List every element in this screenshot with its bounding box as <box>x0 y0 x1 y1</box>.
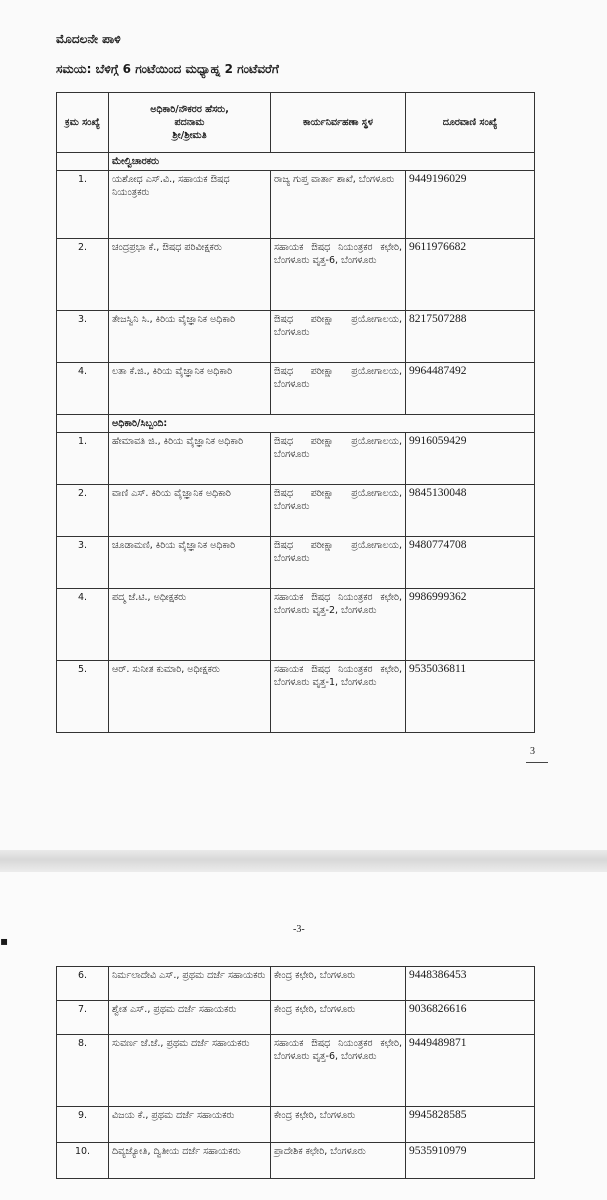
table-row <box>57 171 535 239</box>
row-serial: 1. <box>57 171 109 239</box>
column-header-place: ಕಾರ್ಯನಿರ್ವಹಣಾ ಸ್ಥಳ <box>271 93 406 153</box>
table-row <box>57 1107 535 1143</box>
row-name: ಚಂದ್ರಪ್ರಭಾ ಕೆ., ಔಷಧ ಪರಿವೀಕ್ಷಕರು <box>109 239 271 311</box>
table-row <box>57 485 535 537</box>
row-serial: 1. <box>57 433 109 485</box>
row-name: ವಿಜಯ ಕೆ., ಪ್ರಥಮ ದರ್ಜೆ ಸಹಾಯಕರು <box>109 1107 271 1143</box>
row-place: ಕೇಂದ್ರ ಕಛೇರಿ, ಬೆಂಗಳೂರು <box>271 967 406 1001</box>
row-phone: 9535036811 <box>406 661 535 733</box>
row-place: ಸಹಾಯಕ ಔಷಧ ನಿಯಂತ್ರಕರ ಕಛೇರಿ, ಬೆಂಗಳೂರು ವೃತ್ತ-6, ಬೆಂಗಳೂರು <box>271 1035 406 1107</box>
row-serial: 7. <box>57 1001 109 1035</box>
row-name: ತೇಜಸ್ವಿನಿ ಸಿ., ಕಿರಿಯ ವೈಜ್ಞಾನಿಕ ಅಧಿಕಾರಿ <box>109 311 271 363</box>
row-serial: 4. <box>57 363 109 415</box>
page-number: -3- <box>293 924 305 935</box>
row-name: ವಾಣಿ ಎಸ್. ಕಿರಿಯ ವೈಜ್ಞಾನಿಕ ಅಧಿಕಾರಿ <box>109 485 271 537</box>
row-phone: 9964487492 <box>406 363 535 415</box>
table-row <box>57 433 535 485</box>
row-place: ಔಷಧ ಪರೀಕ್ಷಾ ಪ್ರಯೋಗಾಲಯ, ಬೆಂಗಳೂರು <box>271 311 406 363</box>
row-phone: 9449196029 <box>406 171 535 239</box>
row-phone: 9036826616 <box>406 1001 535 1035</box>
section-title: ಅಧಿಕಾರಿ/ಸಿಬ್ಬಂದಿ: <box>109 415 535 433</box>
table-row <box>57 967 535 1001</box>
row-phone: 9611976682 <box>406 239 535 311</box>
row-serial: 3. <box>57 537 109 589</box>
table-row <box>57 239 535 311</box>
row-phone: 9845130048 <box>406 485 535 537</box>
table-row <box>57 537 535 589</box>
row-serial: 4. <box>57 589 109 661</box>
table-row <box>57 661 535 733</box>
column-header-serial: ಕ್ರಮ ಸಂಖ್ಯೆ <box>57 93 109 153</box>
row-place: ಸಹಾಯಕ ಔಷಧ ನಿಯಂತ್ರಕರ ಕಛೇರಿ, ಬೆಂಗಳೂರು ವೃತ್ತ-6, ಬೆಂಗಳೂರು <box>271 239 406 311</box>
section-row <box>57 153 535 171</box>
row-phone: 9449489871 <box>406 1035 535 1107</box>
row-name: ಹೇಮಾವತಿ ಜಿ., ಕಿರಿಯ ವೈಜ್ಞಾನಿಕ ಅಧಿಕಾರಿ <box>109 433 271 485</box>
staff-table-page-2 <box>56 966 535 1179</box>
row-serial: 10. <box>57 1143 109 1179</box>
row-place: ಪ್ರಾದೇಶಿಕ ಕಛೇರಿ, ಬೆಂಗಳೂರು <box>271 1143 406 1179</box>
row-phone: 9986999362 <box>406 589 535 661</box>
shift-time-heading: ಸಮಯ: ಬೆಳಿಗ್ಗೆ 6 ಗಂಟೆಯಿಂದ ಮಧ್ಯಾಹ್ನ 2 ಗಂಟೆವರೆಗೆ <box>56 62 279 76</box>
row-phone: 8217507288 <box>406 311 535 363</box>
row-serial: 5. <box>57 661 109 733</box>
row-name: ಆರ್. ಸುನೀತ ಕುಮಾರಿ, ಅಧೀಕ್ಷಕರು <box>109 661 271 733</box>
row-serial: 8. <box>57 1035 109 1107</box>
row-name: ನಿರ್ಮಲಾದೇವಿ ಎಸ್., ಪ್ರಥಮ ದರ್ಜೆ ಸಹಾಯಕರು <box>109 967 271 1001</box>
table-row <box>57 363 535 415</box>
row-phone: 9535910979 <box>406 1143 535 1179</box>
row-place: ಸಹಾಯಕ ಔಷಧ ನಿಯಂತ್ರಕರ ಕಛೇರಿ, ಬೆಂಗಳೂರು ವೃತ್ತ-1, ಬೆಂಗಳೂರು <box>271 661 406 733</box>
table-row <box>57 1143 535 1179</box>
row-name: ಸುವರ್ಣ ಜೆ.ಜೆ., ಪ್ರಥಮ ದರ್ಜೆ ಸಹಾಯಕರು <box>109 1035 271 1107</box>
row-serial: 6. <box>57 967 109 1001</box>
table-row <box>57 589 535 661</box>
table-row <box>57 1001 535 1035</box>
row-name: ಲತಾ ಕೆ.ಜಿ., ಕಿರಿಯ ವೈಜ್ಞಾನಿಕ ಅಧಿಕಾರಿ <box>109 363 271 415</box>
section-title: ಮೇಲ್ವಿಚಾರಕರು <box>109 153 535 171</box>
row-name: ದಿವ್ಯಜ್ಯೋತಿ, ದ್ವಿತೀಯ ದರ್ಜೆ ಸಹಾಯಕರು <box>109 1143 271 1179</box>
row-phone: 9945828585 <box>406 1107 535 1143</box>
row-place: ಕೇಂದ್ರ ಕಛೇರಿ, ಬೆಂಗಳೂರು <box>271 1001 406 1035</box>
row-name: ಚೂಡಾಮಣಿ, ಕಿರಿಯ ವೈಜ್ಞಾನಿಕ ಅಧಿಕಾರಿ <box>109 537 271 589</box>
row-serial: 3. <box>57 311 109 363</box>
page-separator <box>0 850 607 872</box>
page-number: 3 <box>530 746 535 757</box>
row-place: ಕೇಂದ್ರ ಕಛೇರಿ, ಬೆಂಗಳೂರು <box>271 1107 406 1143</box>
edge-mark: ▪ <box>0 934 9 948</box>
row-phone: 9916059429 <box>406 433 535 485</box>
column-header-phone: ದೂರವಾಣಿ ಸಂಖ್ಯೆ <box>406 93 535 153</box>
row-serial: 2. <box>57 485 109 537</box>
table-row <box>57 311 535 363</box>
table-row <box>57 1035 535 1107</box>
section-row <box>57 415 535 433</box>
row-place: ಸಹಾಯಕ ಔಷಧ ನಿಯಂತ್ರಕರ ಕಛೇರಿ, ಬೆಂಗಳೂರು ವೃತ್ತ-2, ಬೆಂಗಳೂರು <box>271 589 406 661</box>
row-name: ಪದ್ಮ ಜೆ.ಟಿ., ಅಧೀಕ್ಷಕರು <box>109 589 271 661</box>
row-place: ಔಷಧ ಪರೀಕ್ಷಾ ಪ್ರಯೋಗಾಲಯ, ಬೆಂಗಳೂರು <box>271 537 406 589</box>
row-place: ಔಷಧ ಪರೀಕ್ಷಾ ಪ್ರಯೋಗಾಲಯ, ಬೆಂಗಳೂರು <box>271 363 406 415</box>
column-header-name: ಅಧಿಕಾರಿ/ನೌಕರರ ಹೆಸರು, ಪದನಾಮ ಶ್ರೀ/ಶ್ರೀಮತಿ <box>109 93 271 153</box>
row-phone: 9448386453 <box>406 967 535 1001</box>
row-phone: 9480774708 <box>406 537 535 589</box>
row-name: ಯಶೋಧ ಎಸ್.ವಿ., ಸಹಾಯಕ ಔಷಧ ನಿಯಂತ್ರಕರು <box>109 171 271 239</box>
row-place: ಔಷಧ ಪರೀಕ್ಷಾ ಪ್ರಯೋಗಾಲಯ, ಬೆಂಗಳೂರು <box>271 433 406 485</box>
row-serial: 9. <box>57 1107 109 1143</box>
row-name: ಶ್ವೇತ ಎಸ್., ಪ್ರಥಮ ದರ್ಜೆ ಸಹಾಯಕರು <box>109 1001 271 1035</box>
staff-table-page-1 <box>56 92 535 733</box>
row-serial: 2. <box>57 239 109 311</box>
table-header-row <box>57 93 535 153</box>
row-place: ಔಷಧ ಪರೀಕ್ಷಾ ಪ್ರಯೋಗಾಲಯ, ಬೆಂಗಳೂರು <box>271 485 406 537</box>
page-number-rule <box>526 762 548 763</box>
shift-heading: ಮೊದಲನೇ ಪಾಳಿ <box>56 32 121 46</box>
row-place: ರಾಜ್ಯ ಗುಪ್ತ ವಾರ್ತಾ ಶಾಖೆ, ಬೆಂಗಳೂರು <box>271 171 406 239</box>
